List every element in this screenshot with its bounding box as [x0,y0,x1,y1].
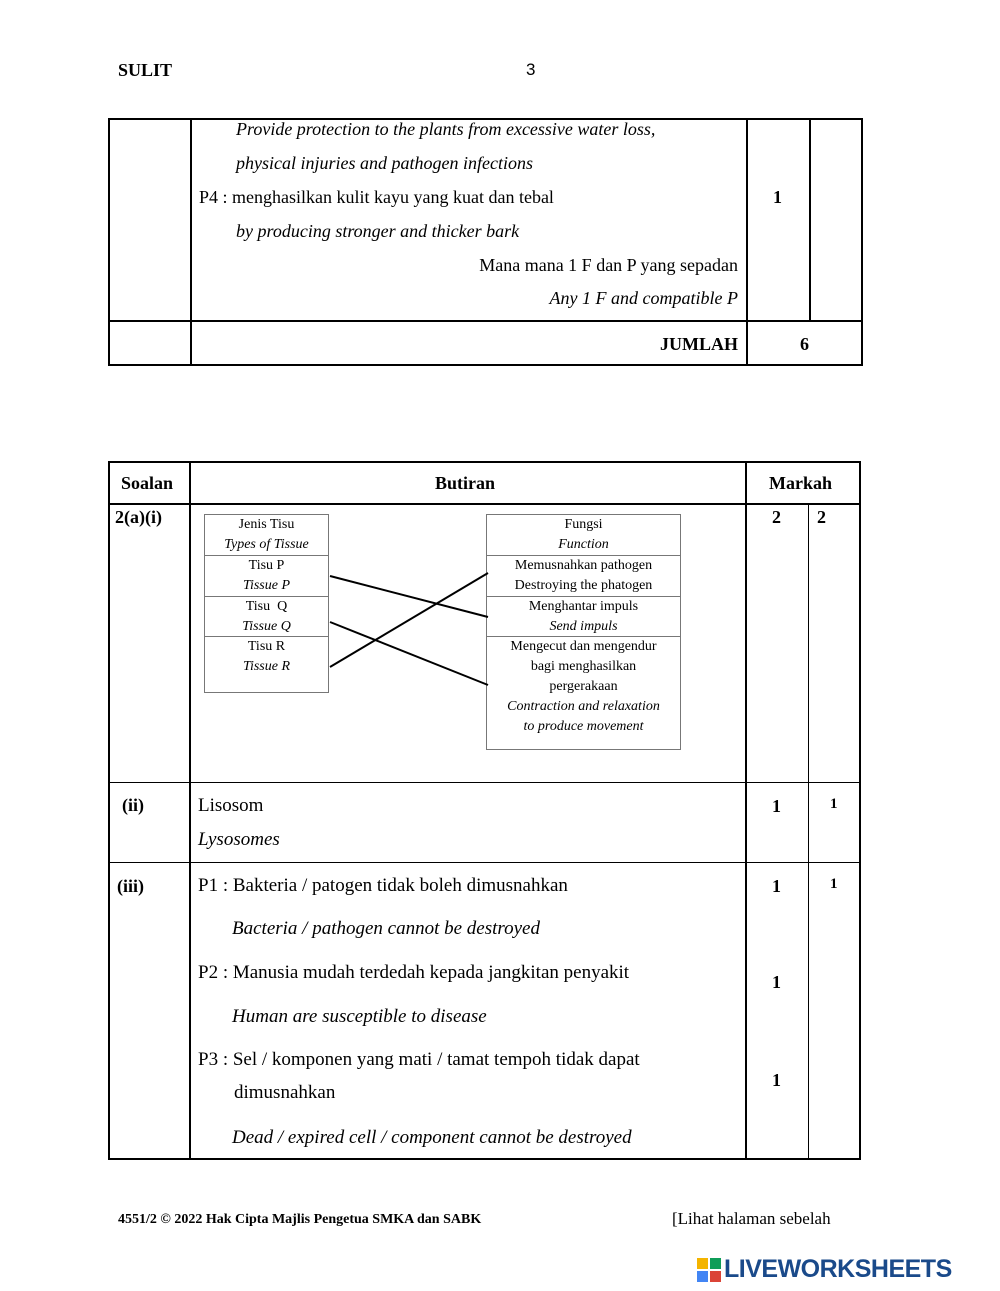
q2aii-mark: 1 [772,796,781,816]
function-3-ms2: bagi menghasilkan [530,659,637,674]
tissue-r-ms: Tisu R [247,639,286,654]
header-butiran: Butiran [435,473,496,493]
t1-line-2: physical injuries and pathogen infections [236,153,533,173]
function-3-en2: to produce movement [523,719,644,734]
q2aii-label: (ii) [122,795,144,815]
header-soalan: Soalan [121,473,174,493]
liveworksheets-logo[interactable] [697,1255,997,1285]
t1-line-3: P4 : menghasilkan kulit kayu yang kuat dan tebal [199,187,554,207]
function-2-en: Send impuls [549,619,618,634]
header-sulit: SULIT [118,60,173,80]
q2aiii-p3-ms2: dimusnahkan [234,1082,336,1103]
tissue-p-ms: Tisu P [248,558,285,573]
tissue-header-en: Types of Tissue [224,537,309,552]
t1-line-5: Mana mana 1 F dan P yang sepadan [479,255,738,275]
q2aiii-mark-3: 1 [772,1070,781,1090]
function-header-en: Function [558,537,609,552]
q2aiii-p3-ms1: P3 : Sel / komponen yang mati / tamat tempoh tidak dapat [198,1049,640,1070]
function-2-ms: Menghantar impuls [528,599,639,614]
q2ai-mark: 2 [772,507,781,527]
liveworksheets-text: LIVEWORKSHEETS [724,1255,952,1283]
function-1-en: Destroying the phatogen [514,578,653,593]
header-markah: Markah [769,473,832,493]
q2aii-en: Lysosomes [198,829,280,850]
q2aii-ms: Lisosom [198,795,264,816]
function-1-ms: Memusnahkan pathogen [514,558,653,573]
t1-line-6: Any 1 F and compatible P [549,288,738,308]
t1-mark: 1 [773,187,782,207]
t1-line-4: by producing stronger and thicker bark [236,221,520,241]
tissue-r-en: Tissue R [242,659,291,674]
q2aii-total: 1 [830,796,838,812]
function-3-ms3: pergerakaan [549,679,618,694]
q2ai-total: 2 [817,507,826,527]
function-3-en1: Contraction and relaxation [507,699,660,714]
q2aiii-mark-1: 1 [772,876,781,896]
q2aiii-p2-ms: P2 : Manusia mudah terdedah kepada jangkitan penyakit [198,962,630,983]
tissue-q-ms: Tisu Q [245,599,288,614]
function-header-ms: Fungsi [564,517,603,532]
tissue-header-ms: Jenis Tisu [238,517,295,532]
t1-line-1: Provide protection to the plants from excessive water loss, [236,119,656,139]
footer-next-page: [Lihat halaman sebelah [672,1209,831,1228]
tissue-p-en: Tissue P [242,578,291,593]
match-line-p [330,576,488,617]
footer-copyright: 4551/2 © 2022 Hak Cipta Majlis Pengetua SMKA dan SABK [118,1212,482,1227]
function-3-ms1: Mengecut dan mengendur [510,639,657,654]
q2aiii-label: (iii) [117,876,144,896]
t1-total-value: 6 [800,334,809,354]
page-number: 3 [526,60,536,79]
tissue-q-en: Tissue Q [242,619,291,634]
q2aiii-mark-2: 1 [772,972,781,992]
q2aiii-p1-en: Bacteria / pathogen cannot be destroyed [232,918,540,939]
q2aiii-total: 1 [830,876,838,892]
q2aiii-p3-en: Dead / expired cell / component cannot be destroyed [232,1127,632,1148]
liveworksheets-icon [697,1258,721,1282]
q2aiii-p2-en: Human are susceptible to disease [232,1006,487,1027]
t1-total-label: JUMLAH [660,334,738,354]
q2aiii-p1-ms: P1 : Bakteria / patogen tidak boleh dimusnahkan [198,875,568,896]
q2ai-label: 2(a)(i) [115,507,162,527]
